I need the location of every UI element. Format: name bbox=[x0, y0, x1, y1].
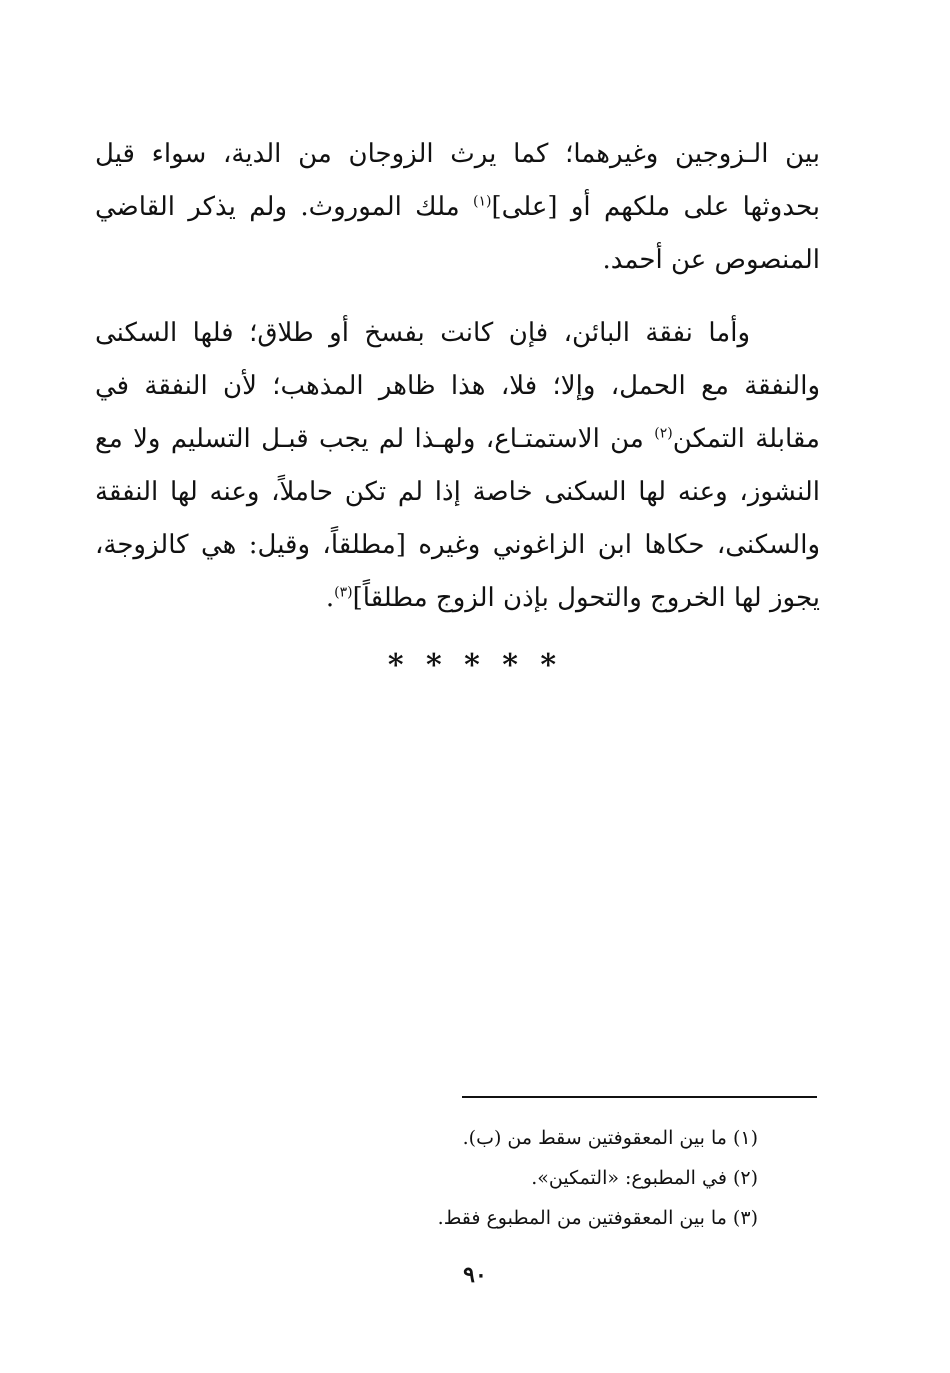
paragraph-1-line-1: بين الـزوجين وغيرهما؛ كما يرث الزوجان من الدية، سواء قيل بحدوثها bbox=[95, 139, 821, 222]
paragraph-1 bbox=[95, 128, 820, 287]
section-separator: * * * * * bbox=[387, 648, 563, 683]
footnotes bbox=[300, 1118, 758, 1238]
paragraph-1-line-2b: ملك الموروث. ولم يذكر القاضي المنصوص عن bbox=[95, 192, 820, 275]
paragraph-1-line-3: أحمد. bbox=[602, 245, 663, 275]
footnote-marker-1: (١) bbox=[472, 193, 492, 210]
paragraph-2-text-c: . bbox=[325, 583, 335, 613]
paragraph-2-text-b: من الاستمتـاع، ولهـذا لم يجب قبـل التسليم ولا مع النشوز، وعنه لها السكنى خاصة إذا لم تكن حاملاً، وعنه لها النفقة والسكنى، حكاها ابن الزاغوني وغيره [مطلقاً، وقيل: هي كالزوجة، يجوز لها الخروج والتحول بإذن الزوج مطلقاً] bbox=[95, 424, 820, 613]
paragraph-2 bbox=[95, 307, 820, 625]
page-number: ٩٠ bbox=[463, 1262, 487, 1288]
footnote-3: (٣) ما بين المعقوفتين من المطبوع فقط. bbox=[437, 1207, 758, 1229]
footnote-marker-2: (٢) bbox=[654, 425, 673, 442]
paragraph-2-text-a: وأما نفقة البائن، فإن كانت بفسخ أو طلاق؛ فلها السكنى والنفقة مع الحمل، وإلا؛ فلا، هذا ظاهر المذهب؛ لأن النفقة في مقابلة التمكن bbox=[95, 318, 820, 454]
footnote-divider bbox=[462, 1096, 817, 1098]
footnote-1: (١) ما بين المعقوفتين سقط من (ب). bbox=[462, 1127, 758, 1149]
paragraph-1-line-2a: على ملكهم أو [على] bbox=[491, 192, 730, 222]
footnote-marker-3: (٣) bbox=[334, 584, 353, 601]
footnote-2: (٢) في المطبوع: «التمكين». bbox=[531, 1167, 758, 1189]
main-text bbox=[95, 128, 820, 625]
